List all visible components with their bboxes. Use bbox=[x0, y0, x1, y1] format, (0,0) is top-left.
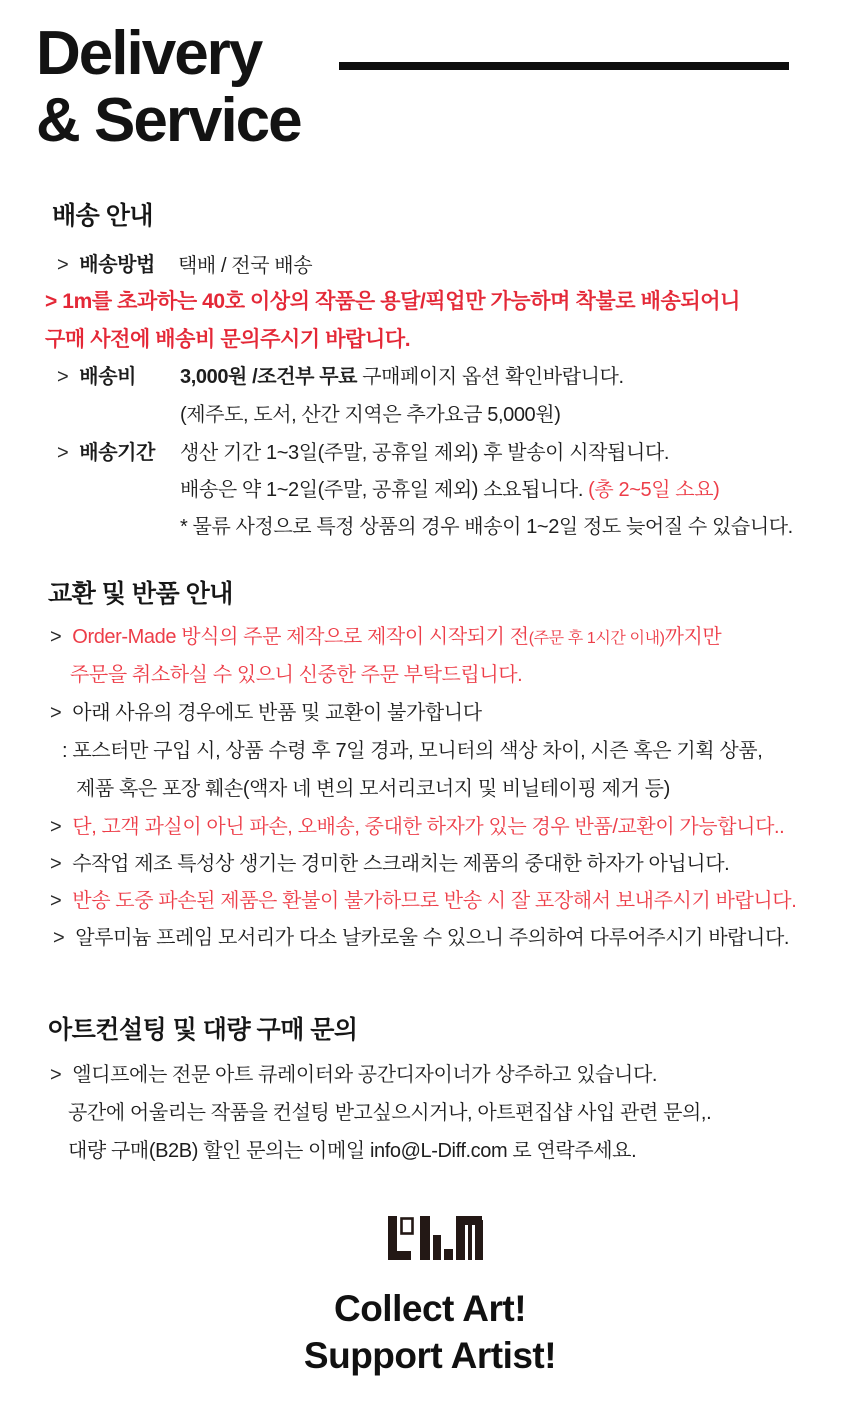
returns-exception-line bbox=[50, 814, 784, 840]
shipping-fee-extra-note: (제주도, 도서, 산간 지역은 추가요금 5,000원) bbox=[180, 404, 561, 426]
shipping-method-value: 택배 / 전국 배송 bbox=[178, 255, 313, 277]
shipping-period-label bbox=[57, 440, 155, 466]
shipping-fee-note-text: 구매페이지 옵션 확인바랍니다. bbox=[357, 366, 624, 388]
shipping-period-line3: * 물류 사정으로 특정 상품의 경우 배송이 1~2일 정도 늦어질 수 있습니다. bbox=[180, 516, 793, 538]
oversize-notice-line2: 구매 사전에 배송비 문의주시기 바랍니다. bbox=[45, 328, 411, 351]
chevron-bullet: > bbox=[50, 626, 62, 648]
shipping-period-label-text: 배송기간 bbox=[79, 442, 155, 464]
shipping-fee-amount: 3,000원 /조건부 무료 bbox=[180, 366, 358, 388]
chevron-bullet: > bbox=[50, 702, 62, 724]
oversize-notice-line1: > 1m를 초과하는 40호 이상의 작품은 용달/픽업만 가능하며 착불로 배송되어니 bbox=[45, 290, 741, 313]
order-made-small-note: (주문 후 1시간 이내) bbox=[528, 630, 665, 647]
slogan-collect-art: Collect Art! bbox=[333, 1288, 527, 1329]
page-title-line2: & Service bbox=[36, 86, 301, 155]
page-title-line1: Delivery bbox=[36, 19, 262, 88]
chevron-bullet: > bbox=[50, 853, 62, 875]
shipping-method-label bbox=[57, 252, 155, 278]
returns-frame-edge-line bbox=[53, 925, 789, 951]
title-divider-line bbox=[339, 62, 789, 70]
chevron-bullet: > bbox=[53, 927, 65, 949]
chevron-bullet: > bbox=[50, 890, 62, 912]
ldiff-logo bbox=[387, 1215, 484, 1267]
shipping-fee-label-text: 배송비 bbox=[79, 366, 137, 388]
exception-text: 단, 고객 과실이 아닌 파손, 오배송, 중대한 하자가 있는 경우 반품/교환이 가능합니다.. bbox=[72, 816, 785, 838]
packaging-text: 반송 도중 파손된 제품은 환불이 불가하므로 반송 시 잘 포장해서 보내주시기 바랍니다. bbox=[72, 890, 797, 912]
shipping-period-line2 bbox=[180, 477, 719, 503]
chevron-bullet: > bbox=[57, 254, 69, 276]
consulting-line1-text: 엘디프에는 전문 아트 큐레이터와 공간디자이너가 상주하고 있습니다. bbox=[72, 1064, 658, 1086]
returns-scratch-line bbox=[50, 851, 729, 877]
scratch-text: 수작업 제조 특성상 생기는 경미한 스크래치는 제품의 중대한 하자가 아닙니다. bbox=[72, 853, 730, 875]
shipping-period-line2-black: 배송은 약 1~2일(주말, 공휴일 제외) 소요됩니다. bbox=[180, 479, 589, 501]
chevron-bullet: > bbox=[50, 1064, 62, 1086]
shipping-method-label-text: 배송방법 bbox=[79, 254, 155, 276]
returns-packaging-line bbox=[50, 888, 796, 914]
order-made-text: Order-Made 방식의 주문 제작으로 제작이 시작되기 전 bbox=[72, 626, 529, 648]
contact-email: info@L-Diff.com bbox=[369, 1140, 508, 1162]
returns-no-return-detail2: 제품 혹은 포장 훼손(액자 네 변의 모서리코너지 및 비닐테이핑 제거 등) bbox=[76, 778, 670, 800]
chevron-bullet: > bbox=[50, 816, 62, 838]
consulting-line1 bbox=[50, 1062, 657, 1088]
chevron-bullet: > bbox=[57, 442, 69, 464]
no-return-text: 아래 사유의 경우에도 반품 및 교환이 불가합니다 bbox=[72, 702, 482, 724]
consulting-line2: 공간에 어울리는 작품을 컨설팅 받고싶으시거나, 아트편집샵 사입 관련 문의,. bbox=[68, 1102, 712, 1124]
shipping-period-line1: 생산 기간 1~3일(주말, 공휴일 제외) 후 발송이 시작됩니다. bbox=[180, 442, 669, 464]
shipping-period-total-days: (총 2~5일 소요) bbox=[588, 479, 720, 501]
returns-cancel-notice: 주문을 취소하실 수 있으니 신중한 주문 부탁드립니다. bbox=[70, 664, 523, 686]
consulting-line3-post: 로 연락주세요. bbox=[507, 1140, 637, 1162]
slogan-support-artist: Support Artist! bbox=[303, 1335, 557, 1376]
consulting-line3 bbox=[68, 1138, 636, 1164]
shipping-fee-value bbox=[180, 364, 624, 390]
shipping-fee-label bbox=[57, 364, 136, 390]
ldiff-logo-icon bbox=[387, 1215, 484, 1262]
consulting-line3-pre: 대량 구매(B2B) 할인 문의는 이메일 bbox=[68, 1140, 370, 1162]
page-title bbox=[36, 20, 301, 154]
returns-no-return-detail1: : 포스터만 구입 시, 상품 수령 후 7일 경과, 모니터의 색상 차이, 시즌 혹은 기획 상품, bbox=[62, 740, 763, 762]
returns-heading: 교환 및 반품 안내 bbox=[48, 580, 233, 608]
returns-no-return-line bbox=[50, 700, 482, 726]
shipping-heading: 배송 안내 bbox=[52, 202, 154, 230]
returns-order-made-line bbox=[50, 624, 721, 652]
chevron-bullet: > bbox=[57, 366, 69, 388]
consulting-heading: 아트컨설팅 및 대량 구매 문의 bbox=[48, 1016, 358, 1044]
order-made-tail: 까지만 bbox=[664, 626, 722, 648]
frame-edge-text: 알루미늄 프레임 모서리가 다소 날카로울 수 있으니 주의하여 다루어주시기 바랍니다. bbox=[75, 927, 790, 949]
